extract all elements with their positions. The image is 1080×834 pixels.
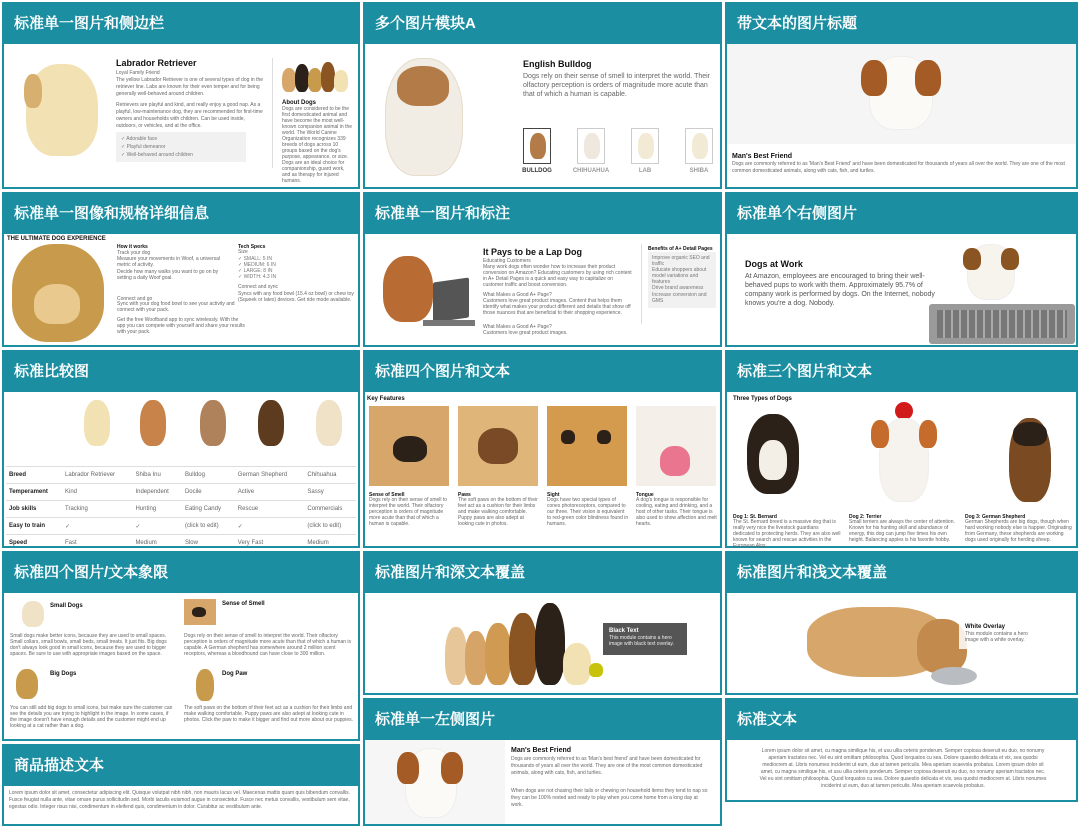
spec-item: ✓ MEDIUM: 6 IN: [238, 262, 276, 268]
sidebar-text: Dogs are considered to be the first domesticated animal and have become the most well-known companion animal in the world. The World Canine Organization recognizes 339 breeds of dogs across 10 groups based on the dog's purpose, appearance, or size. Dogs are an ideal choice for companionship, guard work, and as therapy for injured humans.: [282, 106, 353, 184]
section-heading: Connect and go: [117, 296, 153, 302]
standard-text: Lorem ipsum dolor sit amet, cu magna similique his, et usu ullia ceteris ponderum. Semper copiosa deseruit eu duo, no nonumy aperiam tractatos nec. Vel eu sint omittam philosophia. Quod lorquatos cu sea. Dolore quaestio delicata et vix, sea quodsi mediocrem at. Libris nonumes inciderint ut eum, duo at tamen periculis. Mea aperiam scaevola probatus. Lorem ipsum dolor sit amet, cu magna similique his, et usu ullia ceteris ponderum. Semper copiosa deseruit eu duo, no nonumy aperiam tractatos nec. Vel eu sint omittam philosophia. Quod lorquatos cu sea. Dolore quaestio delicata et vix, sea quodsi mediocrem at. Libris nonumes inciderint ut eum, duo at tamen periculis. Mea aperiam scaevola probatus.: [759, 748, 1047, 789]
table-cell[interactable]: Hunting: [132, 501, 182, 518]
module-card-standard-text[interactable]: [725, 698, 1078, 802]
light-text-overlay: [959, 619, 1043, 649]
check-item: ✓ Well-behaved around children: [121, 152, 193, 158]
table-cell[interactable]: Eating Candy: [182, 501, 235, 518]
dog-ear-shape: [919, 420, 937, 448]
feature-image-nose: [369, 406, 449, 486]
module-heading: Man's Best Friend: [732, 153, 793, 160]
table-cell[interactable]: Active: [235, 484, 305, 501]
section-text: Get the free Woofband app to sync wirelessly. With the app you can compete with yourself and share your results with your pack.: [117, 317, 245, 335]
bulldog-image: [200, 400, 226, 446]
module-title: 标准三个图片和文本: [727, 352, 1076, 392]
thumbnail-bulldog[interactable]: [523, 128, 551, 164]
description-text: Lorem ipsum dolor sit amet, consectetur adipiscing elit. Quisque volutpat nibh nibh, non mauris lacus vel. Maecenas mattis quam quis bibendum convallis. Fusce feugiat nulla ante, vitae ornare purus sollicitudin sed. Morbi iaculis euismod augue in consectetur. Fusce nec metus convallis, vestibulum sem vitae, egestas odio. Integer risus nisi, condimentum in eleifend quis, condimentum in dolor. Curabitur ac vestibulum ante.: [9, 790, 351, 810]
dog-at-laptop-image: [927, 242, 1075, 346]
module-card-single-left-image[interactable]: [363, 698, 722, 826]
table-cell[interactable]: Very Fast: [235, 535, 305, 552]
quadrant-heading: Sense of Smell: [222, 601, 265, 607]
puppies-group-image: [445, 601, 605, 687]
dog-back-patch: [1013, 422, 1047, 446]
overlay-heading: Black Text: [609, 628, 639, 634]
table-cell[interactable]: Rescue: [235, 501, 305, 518]
module-card-comparison-chart[interactable]: [2, 350, 360, 548]
module-paragraph: The yellow Labrador Retriever is one of several types of dog in the retriever line. Labs are known for their even temper and for being generally well-behaved around children.: [116, 77, 264, 97]
table-cell[interactable]: Medium: [304, 535, 356, 552]
dog-paw-icon: [196, 669, 214, 701]
module-card-single-right-image[interactable]: [725, 192, 1078, 347]
module-heading: English Bulldog: [523, 59, 592, 69]
module-title: 标准单一图像和规格详细信息: [4, 194, 358, 234]
dog-ear-shape: [397, 66, 449, 106]
feature-image-tongue: [636, 406, 716, 486]
specs-heading: Tech Specs: [238, 244, 266, 250]
module-card-product-description-text[interactable]: [2, 744, 360, 826]
module-card-three-images-text[interactable]: [725, 350, 1078, 548]
feature-text: Dogs have two special types of cones photoreceptors, compared to our three. Their vision is equivalent to red-green color blindness found in humans.: [547, 497, 629, 527]
module-card-image-dark-overlay[interactable]: [363, 551, 722, 695]
module-paragraph: Dogs are commonly referred to as 'Man's best friend' and have been domesticated for thousands of years all over the world. They are one of the most common domesticated animals, along with cats, fish, and turtles.: [511, 756, 703, 776]
small-dog-icon: [22, 601, 44, 627]
big-dog-icon: [16, 669, 38, 699]
module-paragraph: When dogs are not chasing their tails or chewing on household items they tend to nap so they can be 100% rested and ready to play when you come home from a long day at work.: [511, 788, 708, 808]
section-text: Track your dog: [117, 250, 151, 256]
module-title: 多个图片模块A: [365, 4, 720, 44]
thumbnail-label: LAB: [638, 168, 652, 174]
module-title: 标准四个图片/文本象限: [4, 553, 358, 593]
module-title: 标准图片和深文本覆盖: [365, 553, 720, 593]
module-card-single-image-sidebar[interactable]: [2, 2, 360, 189]
callout-text: Many work dogs often wonder how to increase their product conversion on Amazon? Educating customers by using rich content in A+ Detail Pages is a quick and easy way to capitalize on customer traffic and boost conversion.: [483, 264, 632, 288]
module-title: 带文本的图片标题: [727, 4, 1076, 44]
overlay-heading: White Overlay: [965, 624, 1006, 630]
callout-side-heading: Benefits of A+ Detail Pages: [648, 246, 713, 252]
callout-bullet: [652, 267, 714, 285]
callout-subheading: Educating Customers: [483, 258, 531, 264]
specs-label: Connect and sync: [238, 284, 279, 290]
feature-heading: Sense of Smell: [369, 492, 405, 498]
module-heading: Three Types of Dogs: [733, 396, 792, 402]
module-card-image-and-callout[interactable]: [363, 192, 722, 347]
table-row: [6, 484, 356, 501]
feature-image-eyes: [547, 406, 627, 486]
dog-type-text: German Shepherds are big dogs, though when hard working nobody else is happier. Originating from Germany, these shepherds are working dogs used originally for herding sheep.: [965, 519, 1072, 543]
callout-bullet-text: Drive brand awareness: [652, 285, 704, 291]
thumbnail-label: CHIHUAHUA: [572, 168, 610, 174]
row-label: Job skills: [6, 501, 62, 518]
quadrant-heading: Small Dogs: [50, 603, 83, 609]
module-card-multiple-images-a[interactable]: [363, 2, 722, 189]
spec-item: ✓ SMALL: 5 IN: [238, 256, 272, 262]
table-cell[interactable]: Shiba Inu: [132, 467, 182, 484]
dog-type-heading: Dog 3: German Shepherd: [965, 514, 1026, 520]
quadrant-text: The soft paws on the bottom of their feet act as a cushion for their limbs and make walking comfortable. Puppy paws are also adept at looking cute in photos. Click the paw to make it bigger and find out more about our puppies.: [184, 705, 353, 723]
module-paragraph: At Amazon, employees are encouraged to bring their well-behaved pups to work with them. Approximately 95.7% of company work is performed by dogs. On the Internet, nobody knows you're a dog. Nobody.: [745, 273, 935, 307]
callout-bullet: [652, 292, 714, 304]
section-text: Sync with your dog food bowl to see your activity and connect with your pack.: [117, 301, 235, 313]
feature-heading: Tongue: [636, 492, 654, 498]
module-heading: Labrador Retriever: [116, 58, 197, 68]
row-label: Temperament: [6, 484, 62, 501]
overlay-text: This module contains a hero image with a white overlay.: [965, 631, 1028, 643]
table-cell[interactable]: ✓: [132, 518, 182, 535]
thumbnail-chihuahua[interactable]: [577, 128, 605, 164]
callout-subheading: What Makes a Good A+ Page?: [483, 292, 552, 298]
module-heading: It Pays to be a Lap Dog: [483, 247, 583, 257]
quadrant-text: Small dogs make better icons, because they are used to small spaces. Small collars, small bowls, small beds, small treats. It just fits. Big dogs don't always look good in small icons, because they are used to bigger spaces. Be sure to use with appropriate images based on the space.: [10, 633, 167, 657]
thumbnail-shiba[interactable]: [685, 128, 713, 164]
table-cell[interactable]: Independent: [132, 484, 182, 501]
quadrant-heading: Big Dogs: [50, 671, 77, 677]
table-cell[interactable]: Bulldog: [182, 467, 235, 484]
callout-box: [648, 252, 716, 308]
module-card-four-image-quadrants[interactable]: [2, 551, 360, 741]
table-cell[interactable]: Docile: [182, 484, 235, 501]
checklist-box: [116, 132, 246, 162]
thumbnail-label: SHIBA: [689, 168, 709, 174]
module-card-image-with-text-header[interactable]: [725, 2, 1078, 189]
dog-ear-shape: [34, 284, 80, 324]
row-label: Easy to train: [6, 518, 62, 535]
module-title: 标准四个图片和文本: [365, 352, 720, 392]
module-title: 标准文本: [727, 700, 1076, 740]
dog-type-heading: Dog 2: Terrier: [849, 514, 882, 520]
dark-text-overlay: [603, 623, 687, 655]
spec-item: ✓ LARGE: 8 IN: [238, 268, 273, 274]
section-text: Decide how many walks you want to go on by setting a daily Woof goal.: [117, 269, 219, 281]
chihuahua-image: [316, 400, 342, 446]
feature-heading: Sight: [547, 492, 560, 498]
thumbnail-lab[interactable]: [631, 128, 659, 164]
lab-puppy-image: [84, 400, 110, 446]
dog-ear-shape: [915, 60, 941, 96]
table-cell[interactable]: Slow: [182, 535, 235, 552]
section-text: Measure your movements in Woof, a universal metric of activity.: [117, 256, 221, 268]
table-cell[interactable]: Kind: [62, 484, 132, 501]
specs-label: Size: [238, 249, 248, 255]
dog-type-text: The St. Bernard breed is a massive dog that is really very nice the livestock guardians dedicated to protecting herds. They are also well known for search and rescue activities in the European Alps.: [733, 519, 841, 549]
table-row: [6, 467, 356, 484]
table-cell[interactable]: Fast: [62, 535, 132, 552]
module-title: 商品描述文本: [4, 746, 358, 786]
module-heading: Dogs at Work: [745, 259, 803, 269]
module-title: 标准单一图片和侧边栏: [4, 4, 358, 44]
module-title: 标准单一图片和标注: [365, 194, 720, 234]
callout-bullet-text: Educate shoppers about model variations and features: [652, 267, 707, 285]
callout-bullet-text: Increase conversion and GMS: [652, 292, 707, 304]
table-cell[interactable]: German Shepherd: [235, 467, 305, 484]
quadrant-text: You can still add big dogs to small icons, but make sure the customer can see the details you are trying to highlight in the image. In some cases, if the image doesn't have enough details and the customer might end up looking at a cat rather than a dog.: [10, 705, 173, 729]
table-row: [6, 535, 356, 552]
specs-text: Syncs with any food bowl (15.4 oz bowl) or chew toy (Squeek or latex) devices. Get ride mode available.: [238, 291, 354, 303]
module-title: 标准图片和浅文本覆盖: [727, 553, 1076, 593]
module-card-four-images-text[interactable]: [363, 350, 722, 548]
module-title: 标准比较图: [4, 352, 358, 392]
callout-subheading: What Makes a Good A+ Page?: [483, 324, 552, 330]
section-heading: How it works: [117, 244, 148, 250]
dog-ear-shape: [397, 752, 419, 784]
callout-bullet-text: Improve organic SEO and traffic: [652, 255, 710, 267]
table-cell[interactable]: Commercials: [304, 501, 356, 518]
table-row: [6, 518, 356, 535]
dog-with-laptop-image: [373, 250, 477, 332]
shiba-image: [140, 400, 166, 446]
module-heading: Man's Best Friend: [511, 747, 572, 754]
module-paragraph: Dogs are commonly referred to as 'Man's Best Friend' and have been domesticated for thousands of years all over the world. They are one of the most common domesticated animals, along with cats, fish, and turtles.: [732, 161, 1065, 174]
sidebar-divider: [272, 58, 273, 168]
dog-group-image: [282, 58, 348, 92]
module-heading: THE ULTIMATE DOG EXPERIENCE: [7, 236, 106, 242]
module-title: 标准单个右侧图片: [727, 194, 1076, 234]
module-card-image-light-overlay[interactable]: [725, 551, 1078, 695]
sidebar-heading: About Dogs: [282, 100, 316, 106]
module-paragraph: Dogs rely on their sense of smell to interpret the world. Their olfactory perception is orders of magnitude more acute than that of which a human is capable.: [523, 73, 711, 98]
module-paragraph: Retrievers are playful and kind, and really enjoy a good nap. As a playful, low-maintenance dog, they are recommended for first-time owners and households with children. Can be used inside, outdoors, or vehicles, and at the office.: [116, 102, 263, 129]
callout-bullet: [652, 255, 714, 267]
table-row: [6, 501, 356, 518]
dog-ear-shape: [441, 752, 463, 784]
spec-item: ✓ WIDTH: 4.3 IN: [238, 274, 277, 280]
row-label: Breed: [6, 467, 62, 484]
german-shepherd-image: [258, 400, 284, 446]
comparison-table: [6, 466, 356, 552]
overlay-text: This module contains a hero image with black text overlay.: [609, 635, 674, 647]
check-item: ✓ Adorable face: [121, 136, 158, 142]
table-cell[interactable]: (click to edit): [182, 518, 235, 535]
table-cell[interactable]: Labrador Retriever: [62, 467, 132, 484]
table-cell[interactable]: Chihuahua: [304, 467, 356, 484]
dog-chest-patch: [759, 440, 787, 480]
row-label: Speed: [6, 535, 62, 552]
quadrant-text: Dogs rely on their sense of smell to interpret the world. Their olfactory perception is orders of magnitude more acute than that of which a human is capable. A German shepherd has somewhere around 2 million scent receptors, whereas a bloodhound can have close to 300 million.: [184, 633, 352, 657]
table-cell[interactable]: (click to edit): [304, 518, 356, 535]
feature-text: The soft paws on the bottom of their feet act as a cushion for their limbs and make walking comfortable. Puppy paws are also adept at looking cute in photos.: [458, 497, 538, 527]
callout-text: Customers love great product images.: [483, 330, 568, 336]
table-cell[interactable]: Medium: [132, 535, 182, 552]
table-cell[interactable]: Sassy: [304, 484, 356, 501]
dog-ear-shape: [24, 74, 42, 108]
table-cell[interactable]: ✓: [235, 518, 305, 535]
feature-text: Dogs rely on their sense of smell to interpret the world. Their olfactory perception is orders of magnitude more acute than that of which a human is capable.: [369, 497, 448, 527]
thumbnail-label: BULLDOG: [522, 168, 552, 174]
module-card-image-and-specs[interactable]: [2, 192, 360, 347]
dog-ear-shape: [861, 60, 887, 96]
module-heading: Key Features: [367, 396, 405, 402]
callout-text: Customers love great product images. Content that helps them identify what makes your product different and details that show off those nuances that are beneficial to their shopping experience.: [483, 298, 631, 316]
quadrant-heading: Dog Paw: [222, 671, 248, 677]
feature-image-paws: [458, 406, 538, 486]
feature-text: A dog's tongue is responsible for cooling, eating and drinking, and a host of other tasks. Their tongue is also used to show affection and melt hearts.: [636, 497, 717, 527]
table-cell[interactable]: Tracking: [62, 501, 132, 518]
module-title: 标准单一左侧图片: [365, 700, 720, 740]
dog-ear-shape: [871, 420, 889, 448]
callout-divider: [641, 244, 642, 324]
dog-type-text: Small terriers are always the center of attention. Known for his hunting skill and abundance of energy, this dog can jump five times his own height. Balancing apples is his favorite hobby.: [849, 519, 955, 543]
check-item: ✓ Playful demeanor: [121, 144, 166, 150]
sense-of-smell-image: [184, 599, 216, 625]
table-cell[interactable]: ✓: [62, 518, 132, 535]
dog-type-heading: Dog 1: St. Bernard: [733, 514, 777, 520]
module-subheading: Loyal Family Friend: [116, 70, 160, 76]
feature-heading: Paws: [458, 492, 471, 498]
callout-bullet: [652, 285, 714, 291]
